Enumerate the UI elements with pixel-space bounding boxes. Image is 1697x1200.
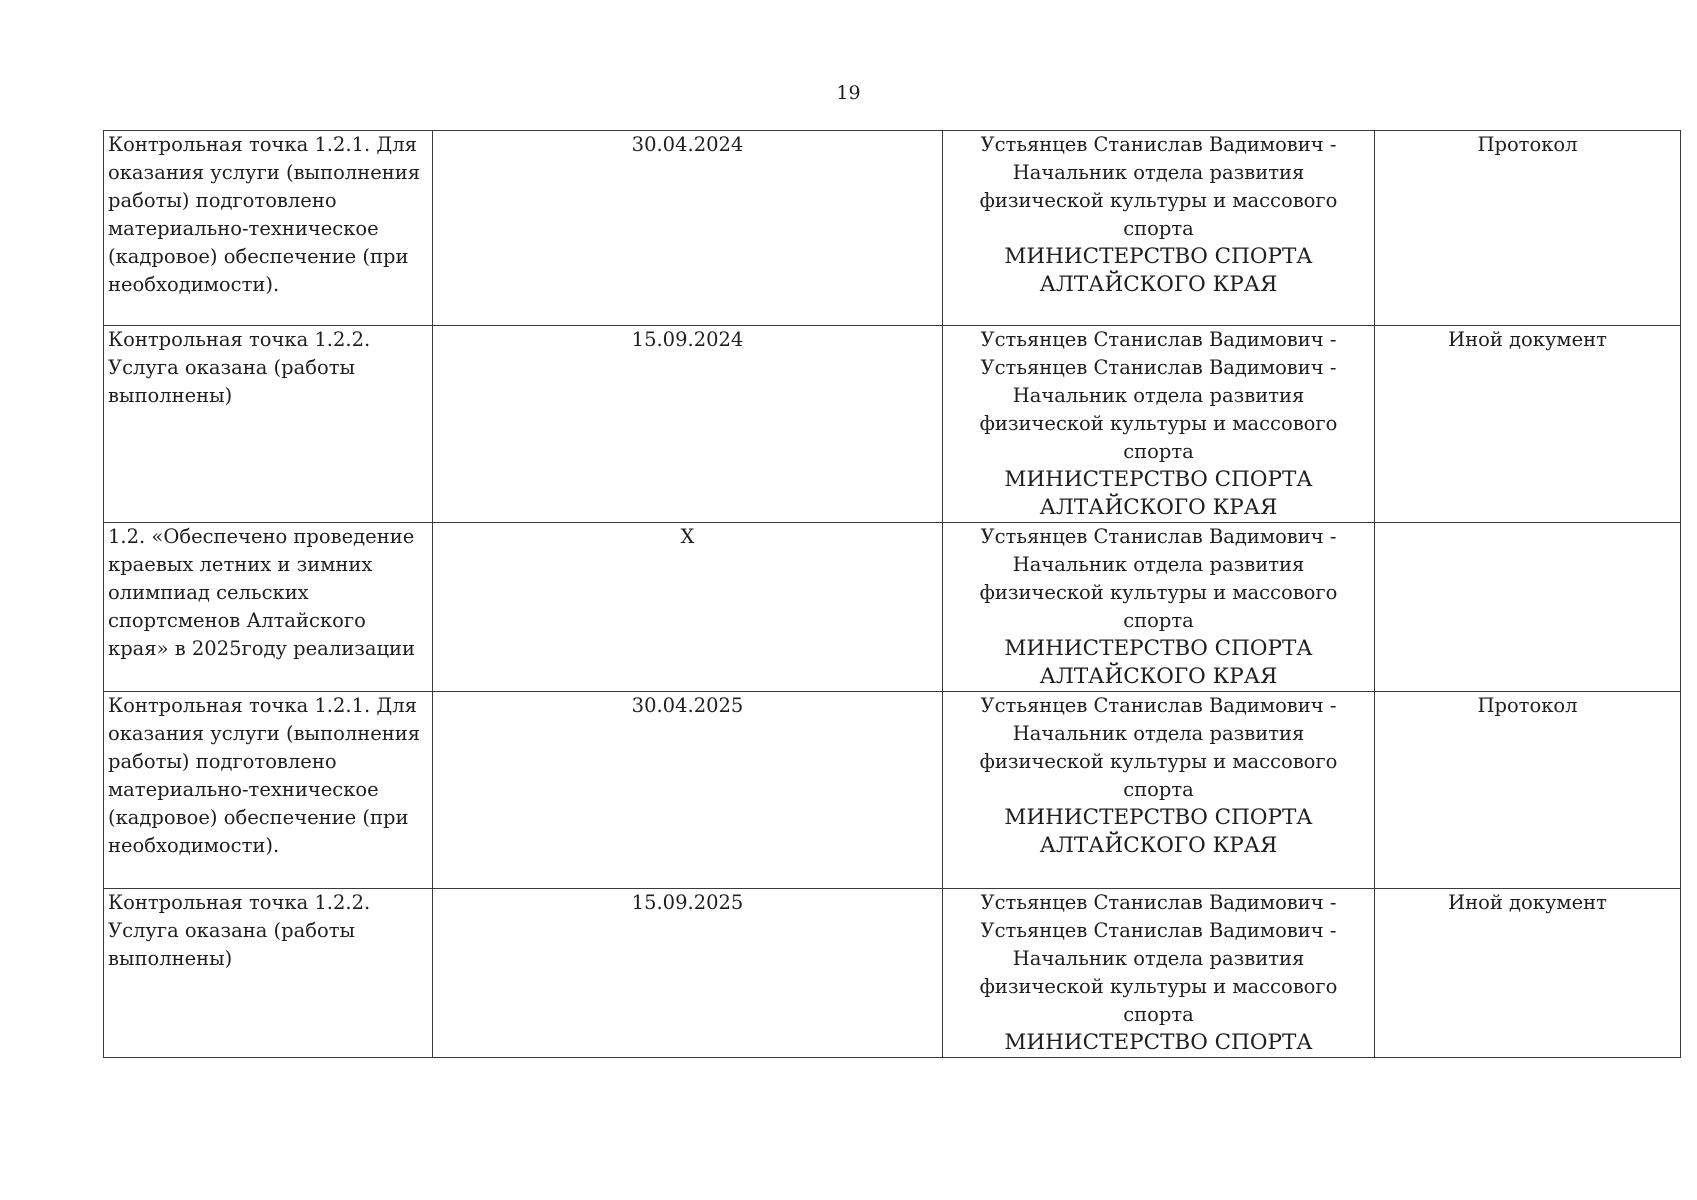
organization-line: МИНИСТЕРСТВО СПОРТА bbox=[1004, 244, 1313, 269]
responsible-line: Устьянцев Станислав Вадимович - bbox=[980, 694, 1337, 717]
table-row bbox=[104, 523, 1681, 692]
deadline-cell: 15.09.2024 bbox=[433, 326, 943, 523]
responsible-cell bbox=[943, 889, 1375, 1058]
table-row bbox=[104, 131, 1681, 326]
document-type-cell: Иной документ bbox=[1375, 889, 1681, 1058]
page-number: 19 bbox=[836, 82, 861, 104]
deadline-cell: 30.04.2024 bbox=[433, 131, 943, 326]
responsible-line: Устьянцев Станислав Вадимович - bbox=[980, 133, 1337, 156]
responsible-line: Начальник отдела развития bbox=[1012, 722, 1305, 745]
deadline-cell: 15.09.2025 bbox=[433, 889, 943, 1058]
responsible-cell bbox=[943, 692, 1375, 889]
responsible-line: спорта bbox=[1123, 1003, 1194, 1026]
responsible-line: Устьянцев Станислав Вадимович - bbox=[980, 891, 1337, 914]
responsible-line: Начальник отдела развития bbox=[1012, 553, 1305, 576]
organization-line: АЛТАЙСКОГО КРАЯ bbox=[1039, 272, 1278, 297]
responsible-cell bbox=[943, 131, 1375, 326]
organization-line: МИНИСТЕРСТВО СПОРТА bbox=[1004, 467, 1313, 492]
responsible-line: физической культуры и массового bbox=[979, 412, 1338, 435]
event-name-cell: Контрольная точка 1.2.2. Услуга оказана (работы выполнены) bbox=[104, 326, 433, 523]
responsible-line: спорта bbox=[1123, 778, 1194, 801]
table-row bbox=[104, 692, 1681, 889]
responsible-cell bbox=[943, 523, 1375, 692]
responsible-line: Начальник отдела развития bbox=[1012, 161, 1305, 184]
document-type-cell bbox=[1375, 523, 1681, 692]
event-name-cell: Контрольная точка 1.2.1. Для оказания услуги (выполнения работы) подготовлено материально-техническое (кадровое) обеспечение (при необходимости). bbox=[104, 131, 433, 326]
event-name-cell: Контрольная точка 1.2.2. Услуга оказана (работы выполнены) bbox=[104, 889, 433, 1058]
document-type-cell: Протокол bbox=[1375, 131, 1681, 326]
deadline-cell: 30.04.2025 bbox=[433, 692, 943, 889]
responsible-line: физической культуры и массового bbox=[979, 581, 1338, 604]
responsible-line: физической культуры и массового bbox=[979, 975, 1338, 998]
responsible-line: Устьянцев Станислав Вадимович - bbox=[980, 328, 1337, 351]
organization-line: МИНИСТЕРСТВО СПОРТА bbox=[1004, 636, 1313, 661]
event-name-cell: Контрольная точка 1.2.1. Для оказания услуги (выполнения работы) подготовлено материально-техническое (кадровое) обеспечение (при необходимости). bbox=[104, 692, 433, 889]
control-points-table bbox=[103, 130, 1681, 1058]
organization-line: АЛТАЙСКОГО КРАЯ bbox=[1039, 833, 1278, 858]
responsible-line: Устьянцев Станислав Вадимович - bbox=[980, 525, 1337, 548]
responsible-line: спорта bbox=[1123, 609, 1194, 632]
responsible-line: физической культуры и массового bbox=[979, 750, 1338, 773]
organization-line: МИНИСТЕРСТВО СПОРТА bbox=[1004, 1030, 1313, 1055]
organization-line: АЛТАЙСКОГО КРАЯ bbox=[1039, 664, 1278, 689]
deadline-cell: X bbox=[433, 523, 943, 692]
document-type-cell: Протокол bbox=[1375, 692, 1681, 889]
responsible-line: Начальник отдела развития bbox=[1012, 384, 1305, 407]
responsible-line: Начальник отдела развития bbox=[1012, 947, 1305, 970]
responsible-line: физической культуры и массового bbox=[979, 189, 1338, 212]
responsible-line: спорта bbox=[1123, 217, 1194, 240]
responsible-line: спорта bbox=[1123, 440, 1194, 463]
table-row bbox=[104, 326, 1681, 523]
document-type-cell: Иной документ bbox=[1375, 326, 1681, 523]
responsible-cell bbox=[943, 326, 1375, 523]
responsible-line: Устьянцев Станислав Вадимович - bbox=[980, 356, 1337, 379]
event-name-cell: 1.2. «Обеспечено проведение краевых летних и зимних олимпиад сельских спортсменов Алтайского края» в 2025году реализации bbox=[104, 523, 433, 692]
organization-line: МИНИСТЕРСТВО СПОРТА bbox=[1004, 805, 1313, 830]
table-row bbox=[104, 889, 1681, 1058]
organization-line: АЛТАЙСКОГО КРАЯ bbox=[1039, 495, 1278, 520]
responsible-line: Устьянцев Станислав Вадимович - bbox=[980, 919, 1337, 942]
